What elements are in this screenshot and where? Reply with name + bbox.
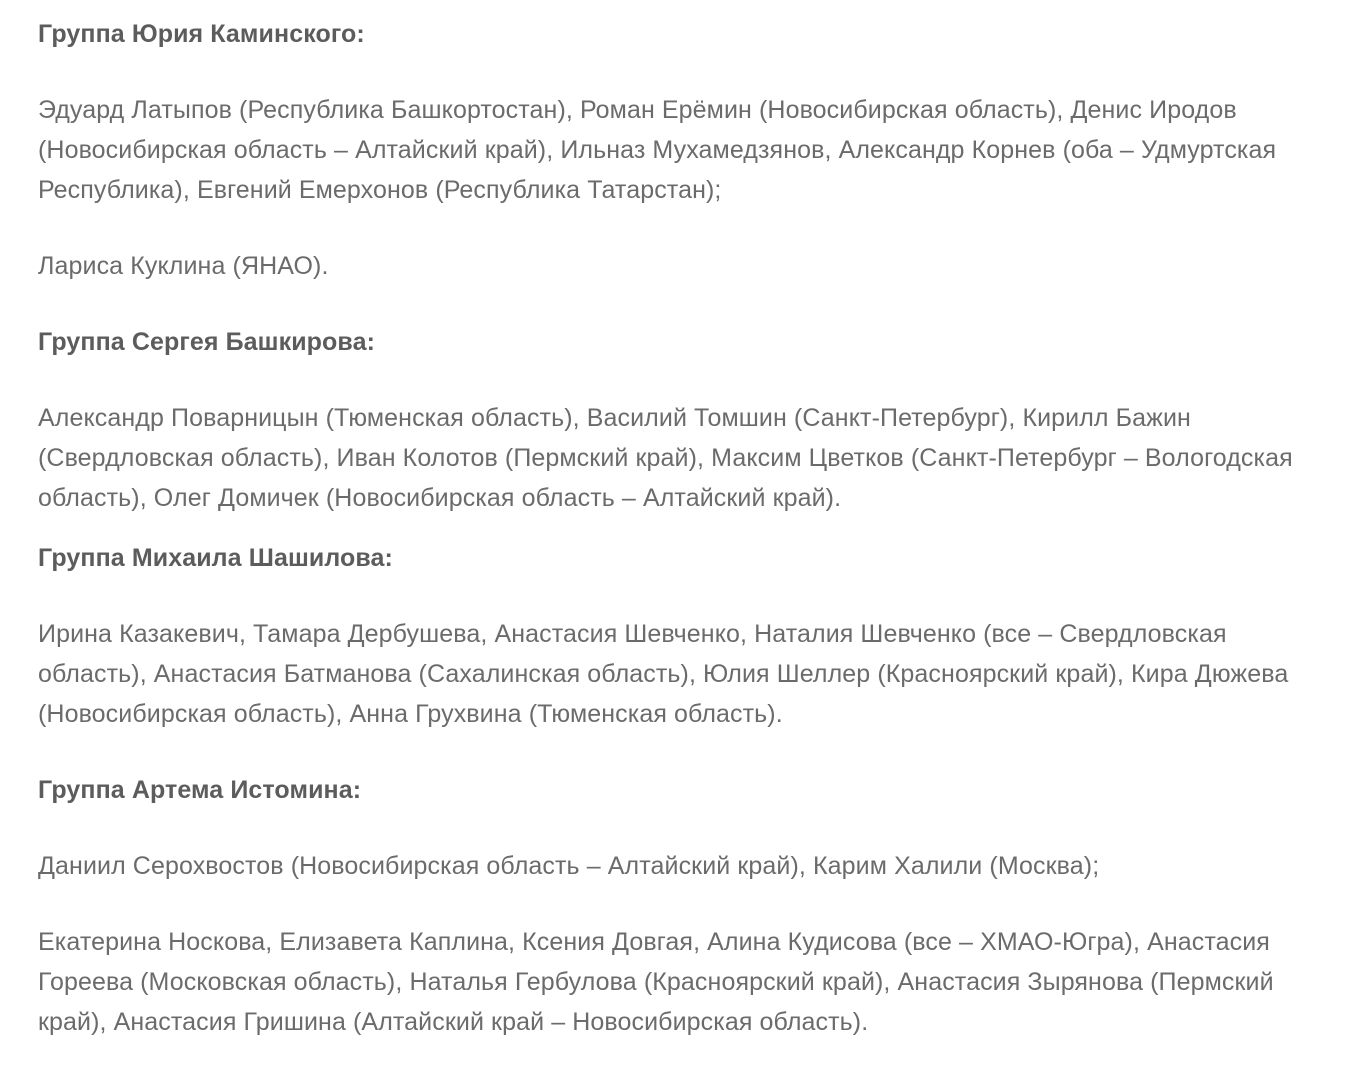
group-heading-shashilov: Группа Михаила Шашилова: (38, 544, 393, 572)
group-heading-bashkirov: Группа Сергея Башкирова: (38, 328, 375, 356)
group-members-paragraph: Эдуард Латыпов (Республика Башкортостан), Роман Ерёмин (Новосибирская область), Денис Иродов (Новосибирская область – Алтайский край), Ильназ Мухамедзянов, Александр Корнев (оба – Удмуртская Республика), Евгений Емерхонов (Республика Татарстан); (38, 96, 1277, 204)
group-members-paragraph: Екатерина Носкова, Елизавета Каплина, Ксения Довгая, Алина Кудисова (все – ХМАО-Югра), Анастасия Гореева (Московская область), Наталья Гербулова (Красноярский край), Анастасия Зырянова (Пермский край), Анастасия Гришина (Алтайский край – Новосибирская область). (38, 928, 1274, 1036)
group-members-paragraph: Лариса Куклина (ЯНАО). (38, 252, 329, 280)
article-body (38, 14, 1334, 1042)
group-members-paragraph: Даниил Серохвостов (Новосибирская область – Алтайский край), Карим Халили (Москва); (38, 852, 1100, 880)
group-members-paragraph: Александр Поварницын (Тюменская область), Василий Томшин (Санкт-Петербург), Кирилл Бажин (Свердловская область), Иван Колотов (Пермский край), Максим Цветков (Санкт-Петербург – Вологодская область), Олег Домичек (Новосибирская область – Алтайский край). (38, 404, 1293, 512)
group-heading-kaminsky: Группа Юрия Каминского: (38, 20, 365, 48)
group-members-paragraph: Ирина Казакевич, Тамара Дербушева, Анастасия Шевченко, Наталия Шевченко (все – Свердловская область), Анастасия Батманова (Сахалинская область), Юлия Шеллер (Красноярский край), Кира Дюжева (Новосибирская область), Анна Грухвина (Тюменская область). (38, 620, 1289, 728)
group-heading-istomin: Группа Артема Истомина: (38, 776, 362, 804)
